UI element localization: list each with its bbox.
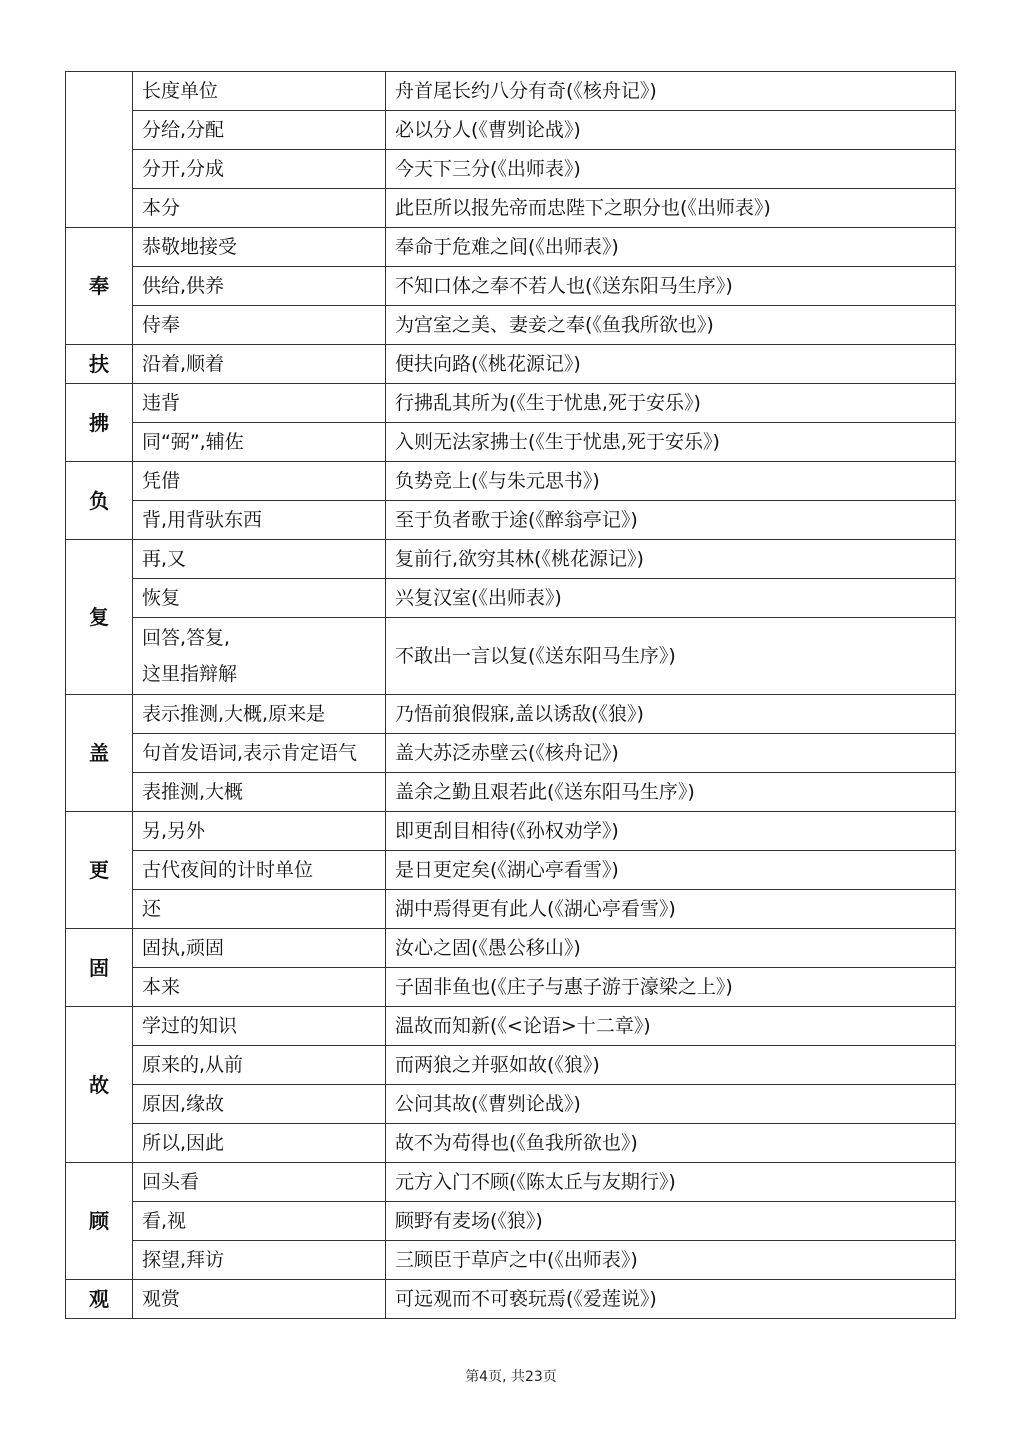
table-row — [66, 345, 956, 384]
meaning-cell: 原因,缘故 — [133, 1085, 386, 1124]
example-cell: 三顾臣于草庐之中(《出师表》) — [386, 1241, 956, 1280]
example-cell: 可远观而不可亵玩焉(《爱莲说》) — [386, 1280, 956, 1319]
page-number: 第4页, 共23页 — [465, 1369, 557, 1385]
example-cell: 盖大苏泛赤壁云(《核舟记》) — [386, 734, 956, 773]
example-cell: 至于负者歌于途(《醉翁亭记》) — [386, 501, 956, 540]
meaning-cell: 恢复 — [133, 579, 386, 618]
example-cell: 元方入门不顾(《陈太丘与友期行》) — [386, 1163, 956, 1202]
table-row — [66, 1202, 956, 1241]
meaning-cell: 侍奉 — [133, 306, 386, 345]
table-row — [66, 1046, 956, 1085]
meaning-cell: 凭借 — [133, 462, 386, 501]
example-cell: 顾野有麦场(《狼》) — [386, 1202, 956, 1241]
example-cell: 汝心之固(《愚公移山》) — [386, 929, 956, 968]
example-cell: 而两狼之并驱如故(《狼》) — [386, 1046, 956, 1085]
headword-cell — [66, 72, 133, 228]
example-cell: 必以分人(《曹刿论战》) — [386, 111, 956, 150]
meaning-cell: 另,另外 — [133, 812, 386, 851]
headword-cell: 顾 — [66, 1163, 133, 1280]
example-cell: 子固非鱼也(《庄子与惠子游于濠梁之上》) — [386, 968, 956, 1007]
table-row — [66, 228, 956, 267]
meaning-cell: 沿着,顺着 — [133, 345, 386, 384]
table-row — [66, 1124, 956, 1163]
meaning-cell: 观赏 — [133, 1280, 386, 1319]
table-row — [66, 1163, 956, 1202]
meaning-cell: 回头看 — [133, 1163, 386, 1202]
meaning-cell: 所以,因此 — [133, 1124, 386, 1163]
meaning-cell: 再,又 — [133, 540, 386, 579]
example-cell: 不敢出一言以复(《送东阳马生序》) — [386, 618, 956, 695]
table-row — [66, 72, 956, 111]
meaning-cell: 回答,答复, 这里指辩解 — [133, 618, 386, 695]
meaning-cell: 违背 — [133, 384, 386, 423]
vocabulary-table — [65, 71, 956, 1319]
table-row — [66, 423, 956, 462]
meaning-cell: 看,视 — [133, 1202, 386, 1241]
example-cell: 乃悟前狼假寐,盖以诱敌(《狼》) — [386, 695, 956, 734]
headword-cell: 更 — [66, 812, 133, 929]
example-cell: 兴复汉室(《出师表》) — [386, 579, 956, 618]
meaning-cell: 固执,顽固 — [133, 929, 386, 968]
table-row — [66, 618, 956, 695]
table-row — [66, 189, 956, 228]
meaning-cell: 古代夜间的计时单位 — [133, 851, 386, 890]
headword-cell: 观 — [66, 1280, 133, 1319]
meaning-cell: 分开,分成 — [133, 150, 386, 189]
example-cell: 复前行,欲穷其林(《桃花源记》) — [386, 540, 956, 579]
table-row — [66, 462, 956, 501]
headword-cell: 盖 — [66, 695, 133, 812]
example-cell: 为宫室之美、妻妾之奉(《鱼我所欲也》) — [386, 306, 956, 345]
example-cell: 此臣所以报先帝而忠陛下之职分也(《出师表》) — [386, 189, 956, 228]
example-cell: 故不为苟得也(《鱼我所欲也》) — [386, 1124, 956, 1163]
example-cell: 盖余之勤且艰若此(《送东阳马生序》) — [386, 773, 956, 812]
meaning-cell: 本来 — [133, 968, 386, 1007]
table-row — [66, 579, 956, 618]
example-cell: 便扶向路(《桃花源记》) — [386, 345, 956, 384]
meaning-cell: 背,用背驮东西 — [133, 501, 386, 540]
table-row — [66, 929, 956, 968]
example-cell: 温故而知新(《<论语>十二章》) — [386, 1007, 956, 1046]
example-cell: 湖中焉得更有此人(《湖心亭看雪》) — [386, 890, 956, 929]
headword-cell: 负 — [66, 462, 133, 540]
headword-cell: 奉 — [66, 228, 133, 345]
table-row — [66, 267, 956, 306]
meaning-cell: 表推测,大概 — [133, 773, 386, 812]
table-row — [66, 851, 956, 890]
meaning-cell: 原来的,从前 — [133, 1046, 386, 1085]
meaning-cell: 本分 — [133, 189, 386, 228]
example-cell: 负势竞上(《与朱元思书》) — [386, 462, 956, 501]
example-cell: 入则无法家拂士(《生于忧患,死于安乐》) — [386, 423, 956, 462]
headword-cell: 复 — [66, 540, 133, 695]
meaning-cell: 同“弼”,辅佐 — [133, 423, 386, 462]
headword-cell: 固 — [66, 929, 133, 1007]
example-cell: 奉命于危难之间(《出师表》) — [386, 228, 956, 267]
table-row — [66, 968, 956, 1007]
table-row — [66, 501, 956, 540]
table-row — [66, 306, 956, 345]
table-row — [66, 150, 956, 189]
table-row — [66, 812, 956, 851]
meaning-cell: 还 — [133, 890, 386, 929]
vocabulary-table-body — [66, 72, 956, 1319]
headword-cell: 扶 — [66, 345, 133, 384]
example-cell: 行拂乱其所为(《生于忧患,死于安乐》) — [386, 384, 956, 423]
table-row — [66, 1280, 956, 1319]
meaning-cell: 句首发语词,表示肯定语气 — [133, 734, 386, 773]
table-row — [66, 695, 956, 734]
table-row — [66, 1085, 956, 1124]
meaning-cell: 供给,供养 — [133, 267, 386, 306]
meaning-cell: 分给,分配 — [133, 111, 386, 150]
table-row — [66, 734, 956, 773]
meaning-cell: 探望,拜访 — [133, 1241, 386, 1280]
table-row — [66, 890, 956, 929]
example-cell: 是日更定矣(《湖心亭看雪》) — [386, 851, 956, 890]
headword-cell: 故 — [66, 1007, 133, 1163]
example-cell: 不知口体之奉不若人也(《送东阳马生序》) — [386, 267, 956, 306]
table-row — [66, 773, 956, 812]
table-row — [66, 384, 956, 423]
table-row — [66, 540, 956, 579]
headword-cell: 拂 — [66, 384, 133, 462]
table-row — [66, 1007, 956, 1046]
meaning-cell: 恭敬地接受 — [133, 228, 386, 267]
example-cell: 公问其故(《曹刿论战》) — [386, 1085, 956, 1124]
meaning-cell: 学过的知识 — [133, 1007, 386, 1046]
table-row — [66, 1241, 956, 1280]
example-cell: 今天下三分(《出师表》) — [386, 150, 956, 189]
table-row — [66, 111, 956, 150]
example-cell: 舟首尾长约八分有奇(《核舟记》) — [386, 72, 956, 111]
example-cell: 即更刮目相待(《孙权劝学》) — [386, 812, 956, 851]
meaning-cell: 长度单位 — [133, 72, 386, 111]
meaning-cell: 表示推测,大概,原来是 — [133, 695, 386, 734]
